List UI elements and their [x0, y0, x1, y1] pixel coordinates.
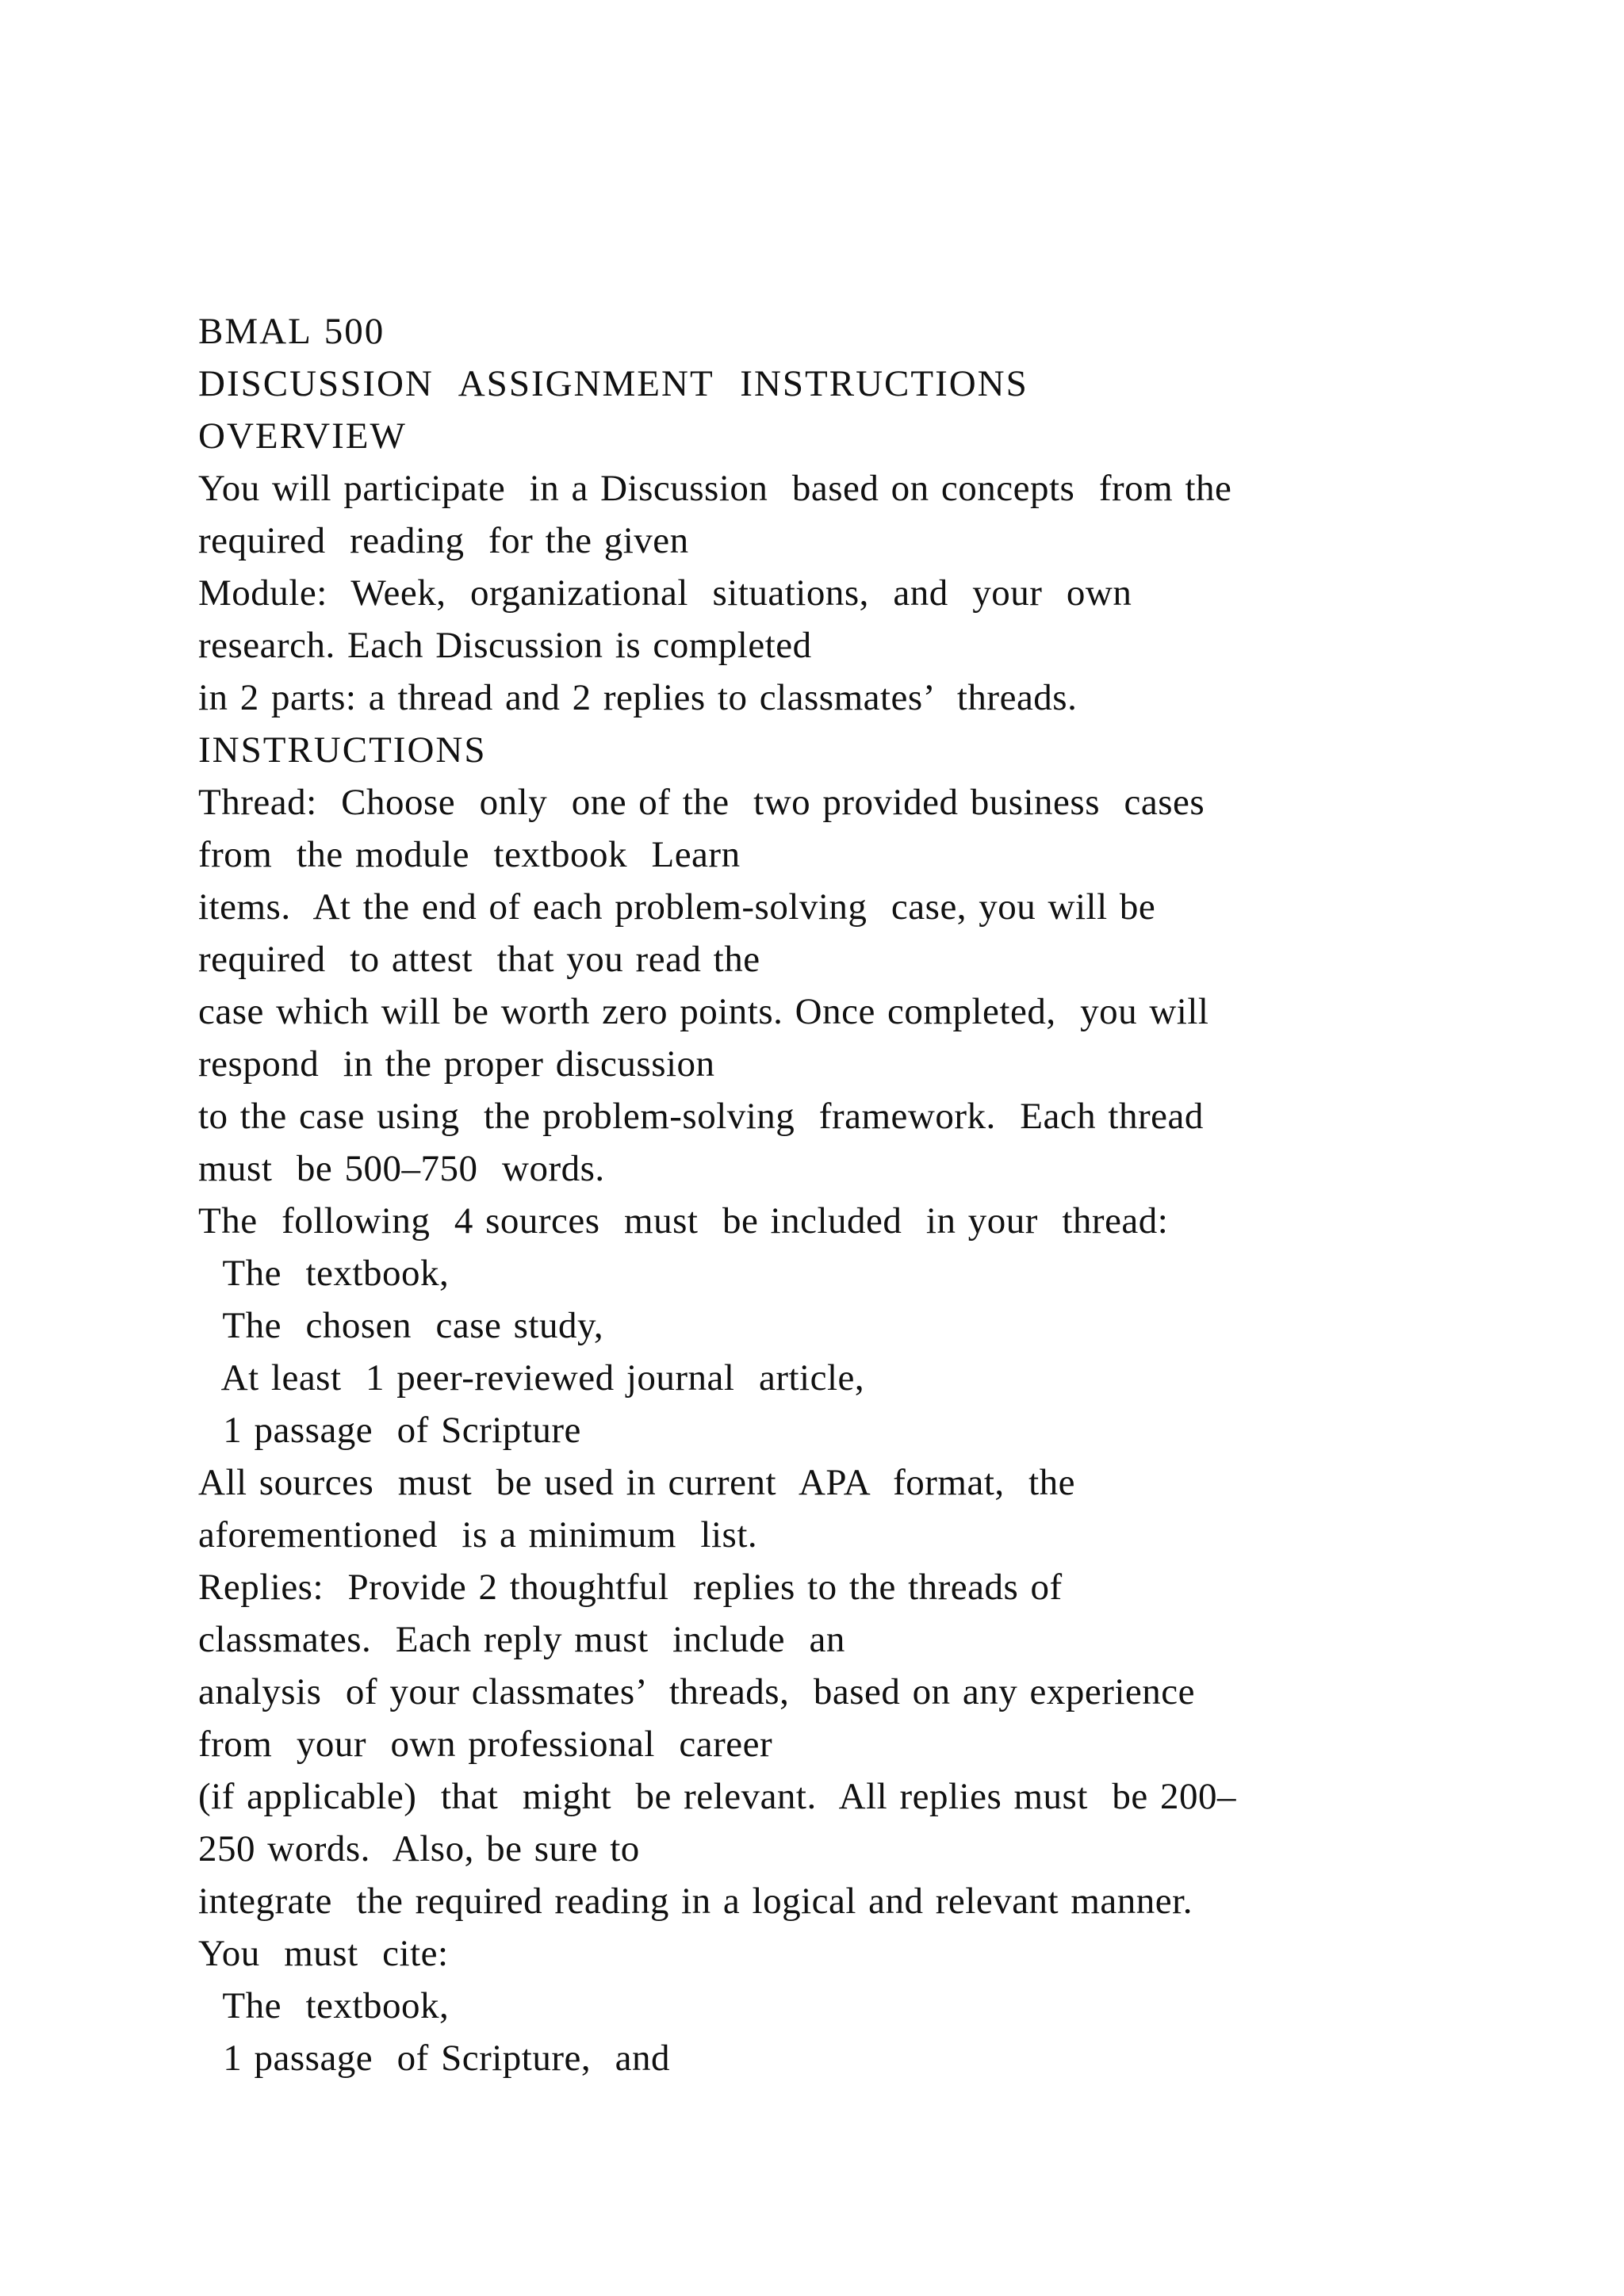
thread-line: case which will be worth zero points. Once completed, you will: [198, 991, 1209, 1032]
instructions-heading: INSTRUCTIONS: [198, 729, 487, 771]
replies-line: classmates. Each reply must include an: [198, 1619, 845, 1660]
overview-line: Module: Week, organizational situations, and your own: [198, 572, 1132, 614]
thread-line: must be 500–750 words.: [198, 1148, 605, 1189]
replies-line: integrate the required reading in a logical and relevant manner.: [198, 1881, 1193, 1922]
thread-line: items. At the end of each problem-solving case, you will be: [198, 886, 1156, 928]
overview-line: research. Each Discussion is completed: [198, 625, 812, 666]
replies-line: from your own professional career: [198, 1724, 773, 1765]
apa-line: aforementioned is a minimum list.: [198, 1514, 758, 1556]
overview-line: You will participate in a Discussion based on concepts from the: [198, 468, 1232, 509]
thread-line: to the case using the problem-solving framework. Each thread: [198, 1096, 1204, 1137]
replies-line: You must cite:: [198, 1933, 449, 1974]
thread-line: from the module textbook Learn: [198, 834, 741, 875]
thread-source-item: At least 1 peer-reviewed journal article,: [211, 1357, 865, 1399]
document-body: [198, 305, 1546, 2084]
thread-line: Thread: Choose only one of the two provided business cases: [198, 782, 1205, 823]
thread-line: required to attest that you read the: [198, 939, 760, 980]
overview-heading: OVERVIEW: [198, 415, 407, 457]
course-code: BMAL 500: [198, 311, 385, 352]
thread-source-item: 1 passage of Scripture: [211, 1410, 581, 1451]
replies-line: Replies: Provide 2 thoughtful replies to the threads of: [198, 1567, 1063, 1608]
thread-source-item: The chosen case study,: [211, 1305, 604, 1346]
apa-line: All sources must be used in current APA format, the: [198, 1462, 1076, 1503]
replies-line: analysis of your classmates’ threads, based on any experience: [198, 1671, 1195, 1712]
thread-line: respond in the proper discussion: [198, 1043, 715, 1085]
replies-line: 250 words. Also, be sure to: [198, 1828, 640, 1869]
overview-line: required reading for the given: [198, 520, 689, 561]
thread-source-item: The textbook,: [211, 1253, 450, 1294]
replies-source-item: 1 passage of Scripture, and: [211, 2038, 670, 2079]
document-title: DISCUSSION ASSIGNMENT INSTRUCTIONS: [198, 363, 1028, 404]
replies-line: (if applicable) that might be relevant. All replies must be 200–: [198, 1776, 1237, 1817]
replies-source-item: The textbook,: [211, 1985, 450, 2026]
thread-line: The following 4 sources must be included in your thread:: [198, 1200, 1169, 1242]
overview-line: in 2 parts: a thread and 2 replies to classmates’ threads.: [198, 677, 1078, 718]
